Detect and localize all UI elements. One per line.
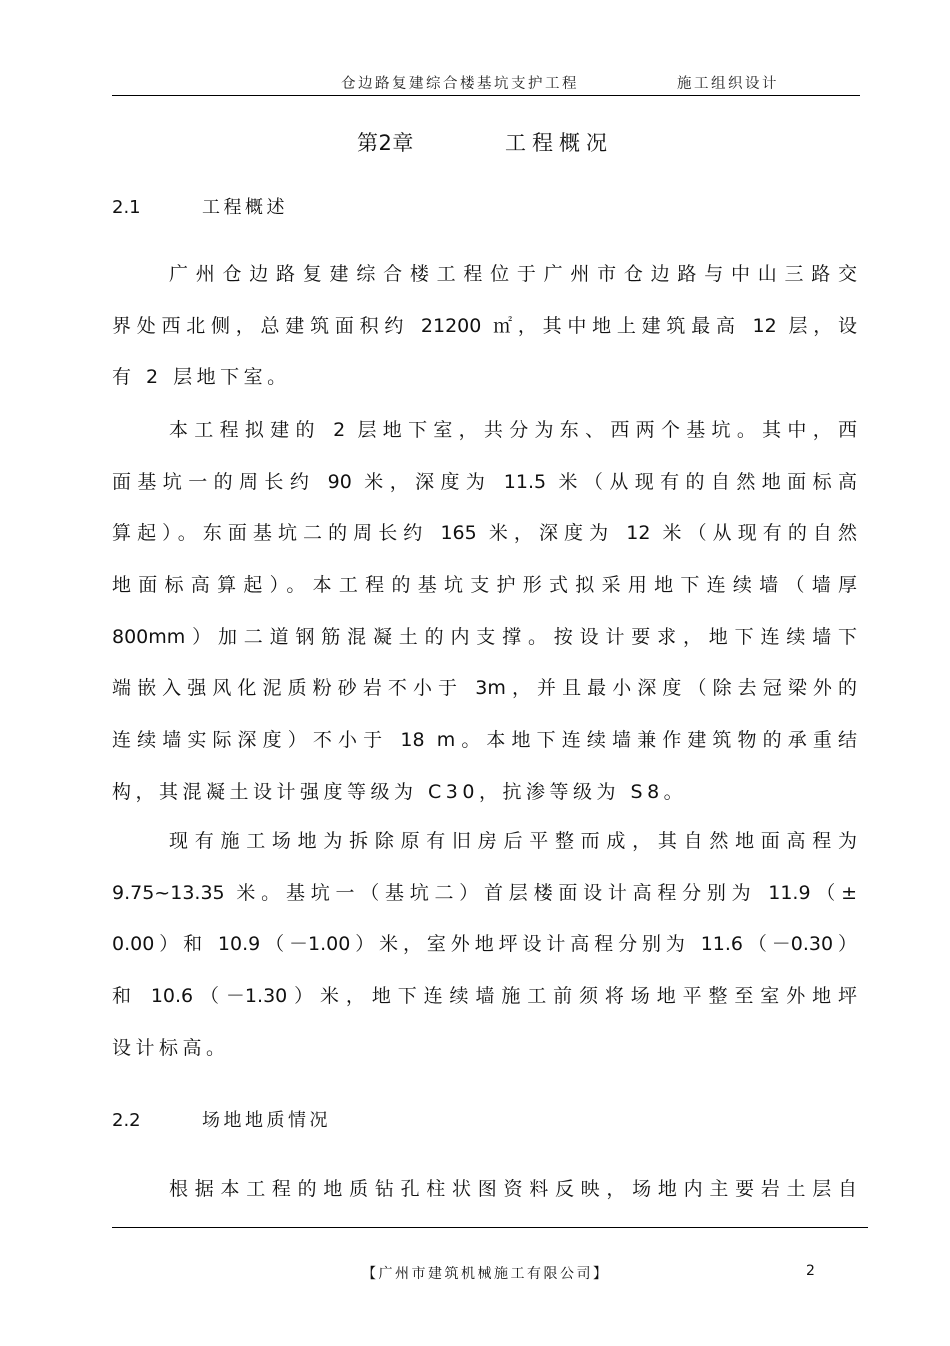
text-line: 800mm）加二道钢筋混凝土的内支撑。按设计要求，地下连续墙下 [112, 625, 857, 648]
text-line: 界处西北侧，总建筑面积约 21200 ㎡，其中地上建筑最高 12 层，设 [112, 314, 857, 337]
text-line: 连续墙实际深度）不小于 18 m。本地下连续墙兼作建筑物的承重结 [112, 729, 857, 752]
text-line: 地面标高算起）。本工程的基坑支护形式拟采用地下连续墙（墙厚 [112, 574, 857, 597]
text-line: 广州仓边路复建综合楼工程位于广州市仓边路与中山三路交 [169, 263, 857, 285]
section-title: 工程概述 [202, 197, 288, 218]
section-number: 2.2 [112, 1110, 141, 1131]
section-number: 2.1 [112, 197, 141, 218]
text-line: 端嵌入强风化泥质粉砂岩不小于 3m，并且最小深度（除去冠梁外的 [112, 677, 857, 700]
section-heading [112, 1106, 331, 1132]
chapter-title: 工程概况 [505, 131, 613, 155]
text-line: 有 2 层地下室。 [112, 366, 291, 389]
header-project-title: 仓边路复建综合楼基坑支护工程 [341, 76, 579, 92]
header-divider [112, 95, 860, 96]
text-line: 和 10.6（－1.30）米，地下连续墙施工前须将场地平整至室外地坪 [112, 985, 857, 1008]
text-line: 构，其混凝土设计强度等级为 C30，抗渗等级为 S8。 [112, 780, 688, 803]
footer-company: 【广州市建筑机械施工有限公司】 [362, 1266, 610, 1282]
chapter-number: 第2章 [357, 131, 414, 155]
text-line: 算起）。东面基坑二的周长约 165 米，深度为 12 米（从现有的自然 [112, 522, 857, 545]
paragraph [112, 415, 857, 829]
text-line: 根据本工程的地质钻孔柱状图资料反映，场地内主要岩土层自 [169, 1178, 857, 1200]
paragraph [112, 259, 857, 414]
text-line: 面基坑一的周长约 90 米，深度为 11.5 米（从现有的自然地面标高 [112, 470, 857, 493]
text-line: 9.75~13.35 米。基坑一（基坑二）首层楼面设计高程分别为 11.9（± [112, 881, 857, 904]
paragraph [112, 1174, 857, 1226]
text-line: 本工程拟建的 2 层地下室，共分为东、西两个基坑。其中，西 [169, 419, 857, 441]
page-number: 2 [806, 1263, 815, 1279]
footer-divider [112, 1227, 868, 1228]
text-line: 设计标高。 [112, 1036, 230, 1059]
section-heading [112, 193, 288, 219]
paragraph [112, 826, 857, 1084]
header-document-type: 施工组织设计 [677, 76, 779, 92]
text-line: 0.00）和 10.9（－1.00）米，室外地坪设计高程分别为 11.6（－0.30） [112, 933, 857, 956]
section-title: 场地地质情况 [202, 1110, 331, 1131]
text-line: 现有施工场地为拆除原有旧房后平整而成，其自然地面高程为 [169, 830, 857, 852]
